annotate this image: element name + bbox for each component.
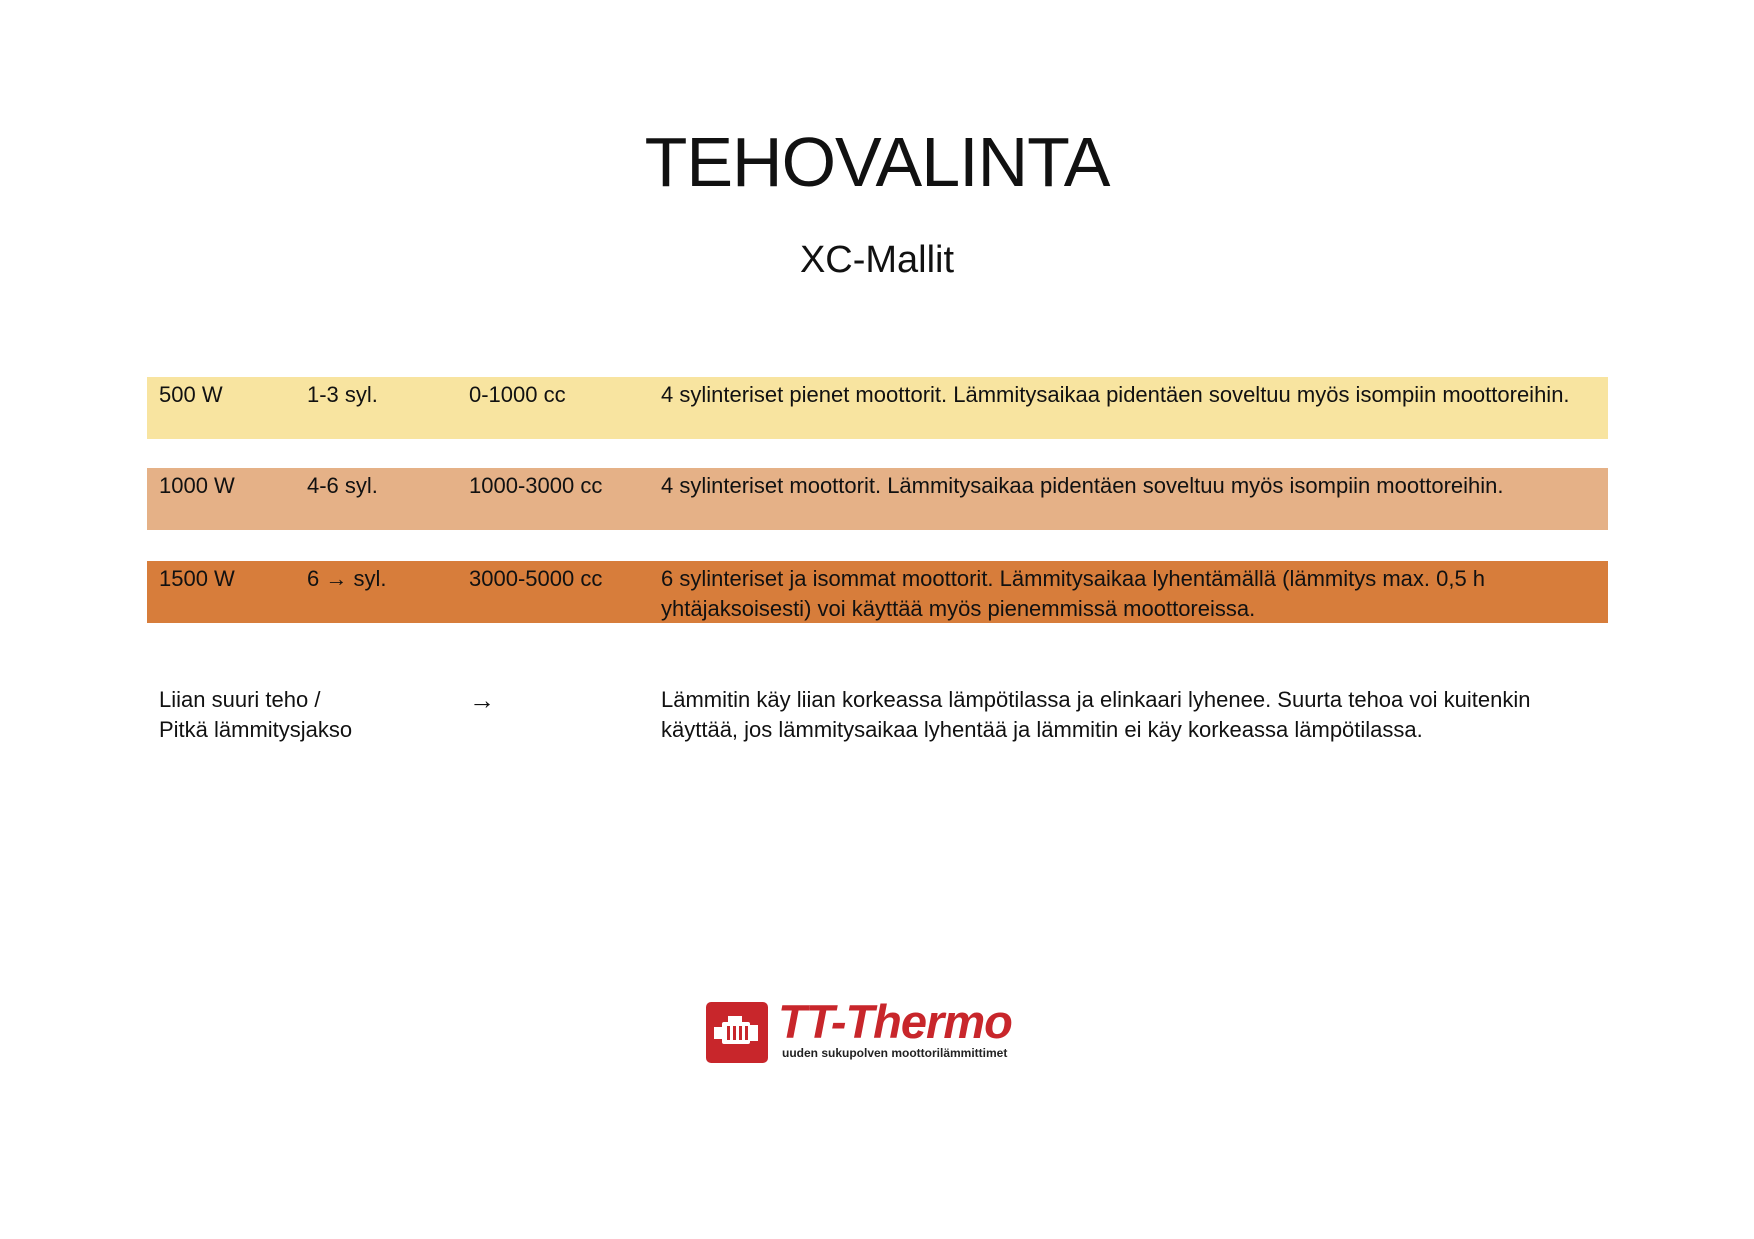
power-row-1500w bbox=[147, 561, 1608, 623]
row-description: 4 sylinteriset moottorit. Lämmitysaikaa pidentäen soveltuu myös isompiin moottoreihin. bbox=[661, 473, 1504, 498]
row-description: 4 sylinteriset pienet moottorit. Lämmitysaikaa pidentäen soveltuu myös isompiin moottoreihin. bbox=[661, 382, 1570, 407]
row-description: 6 sylinteriset ja isommat moottorit. Lämmitysaikaa lyhentämällä (lämmitys max. 0,5 h yhtäjaksoisesti) voi käyttää myös pienemmissä moottoreissa. bbox=[661, 566, 1486, 621]
power-value: 1500 W bbox=[159, 566, 235, 591]
warning-note bbox=[147, 685, 1608, 755]
cylinder-count: 4-6 syl. bbox=[307, 473, 378, 498]
power-row-500w bbox=[147, 377, 1608, 439]
page-subtitle: XC-Mallit bbox=[799, 239, 955, 281]
note-label bbox=[159, 685, 419, 745]
power-value: 1000 W bbox=[159, 473, 235, 498]
page-title: TEHOVALINTA bbox=[644, 123, 1110, 201]
power-row-1000w bbox=[147, 468, 1608, 530]
brand-logo bbox=[706, 995, 1026, 1065]
arrow-right-icon: → bbox=[469, 685, 495, 715]
brand-name: TT-Thermo bbox=[778, 995, 1012, 1048]
power-value: 500 W bbox=[159, 382, 223, 407]
note-label-line2: Pitkä lämmitysjakso bbox=[159, 717, 353, 742]
displacement-range: 3000-5000 cc bbox=[469, 566, 603, 591]
displacement-range: 1000-3000 cc bbox=[469, 473, 603, 498]
cylinder-count: 1-3 syl. bbox=[307, 382, 378, 407]
note-description: Lämmitin käy liian korkeassa lämpötilassa ja elinkaari lyhenee. Suurta tehoa voi kuitenkin käyttää, jos lämmitysaikaa lyhentää ja lämmitin ei käy korkeassa lämpötilassa. bbox=[661, 687, 1531, 742]
displacement-range: 0-1000 cc bbox=[469, 382, 566, 407]
engine-icon bbox=[706, 1002, 768, 1063]
note-label-line1: Liian suuri teho / bbox=[159, 687, 321, 712]
brand-tagline: uuden sukupolven moottorilämmittimet bbox=[782, 1046, 1008, 1060]
cylinder-count: 6 → syl. bbox=[307, 566, 387, 591]
